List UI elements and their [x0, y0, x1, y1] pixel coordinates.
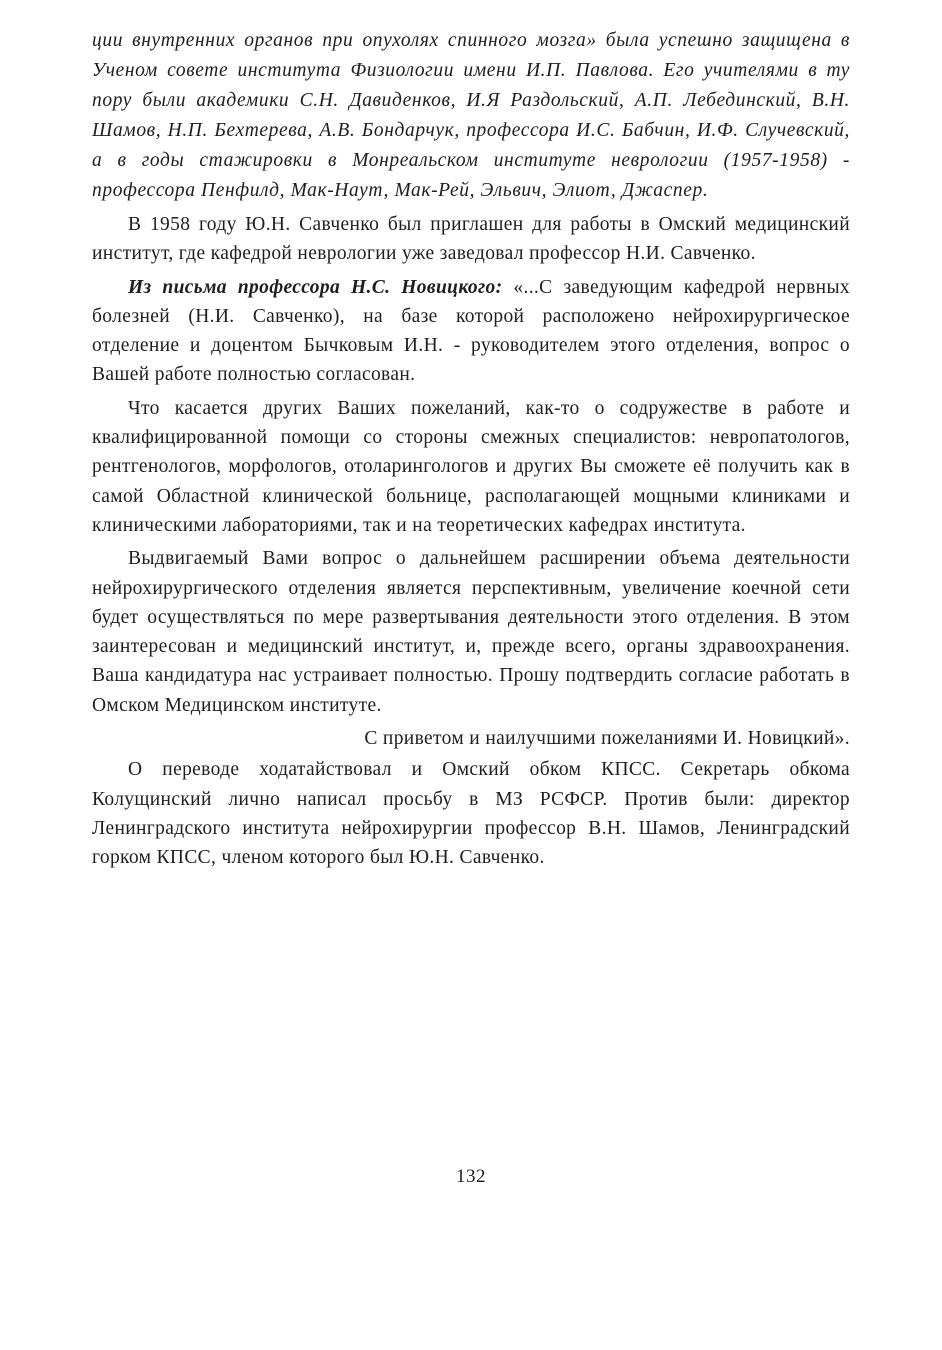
letter-signature: С приветом и наилучшими пожеланиями И. Новицкий». [364, 728, 850, 750]
page-number: 132 [456, 1166, 486, 1187]
paragraph-dissertation-teachers: ции внутренних органов при опухолях спинного мозга» была успешно защищена в Ученом совете института Физиологии имени И.П. Павлова. Его учителями в ту пору были академики С.Н. Давиденков, И.Я Раздольский, А.П. Лебединский, В.Н. Шамов, Н.П. Бехтерева, А.В. Бондарчук, профессора И.С. Бабчин, И.Ф. Случевский, а в годы стажировки в Монреальском институте неврологии (1957-1958) - профессора Пенфилд, Мак-Наут, Мак-Рей, Эльвич, Элиот, Джаспер. [92, 30, 850, 201]
paragraph-letter-expansion: Выдвигаемый Вами вопрос о дальнейшем расширении объема деятельности нейрохирургического отделения является перспективным, увеличение коечной сети будет осуществляться по мере развертывания деятельности этого отделения. В этом заинтересован и медицинский институт, и, прежде всего, органы здравоохранения. Ваша кандидатура нас устраивает полностью. Прошу подтвердить согласие работать в Омском Медицинском институте. [92, 548, 850, 716]
letter-source-heading: Из письма профессора Н.С. Новицкого: [128, 276, 503, 298]
paragraph-transfer-petition: О переводе ходатайствовал и Омский обком КПСС. Секретарь обкома Колущинский лично написал просьбу в МЗ РСФСР. Против были: директор Ленинградского института нейрохирургии профессор В.Н. Шамов, Ленинградский горком КПСС, членом которого был Ю.Н. Савченко. [92, 759, 850, 869]
letter-opening-text: «...С заведующим кафедрой нервных болезней (Н.И. Савченко), на базе которой расположено нейрохирургическое отделение и доцентом Бычковым И.Н. - руководителем этого отделения, вопрос о Вашей работе полностью согласован. [92, 276, 850, 386]
paragraph-omsk-invitation: В 1958 году Ю.Н. Савченко был приглашен для работы в Омский медицинский институт, где кафедрой неврологии уже заведовал профессор Н.И. Савченко. [92, 214, 850, 265]
paragraph-letter-cooperation: Что касается других Ваших пожеланий, как-то о содружестве в работе и квалифицированной помощи со стороны смежных специалистов: невропатологов, рентгенологов, морфологов, отоларингологов и других Вы сможете её получить как в самой Областной клинической больнице, располагающей мощными клиниками и клиническими лабораториями, так и на теоретических кафедрах института. [92, 397, 850, 536]
page-body [92, 26, 850, 877]
paragraph-letter-opening [92, 273, 850, 390]
